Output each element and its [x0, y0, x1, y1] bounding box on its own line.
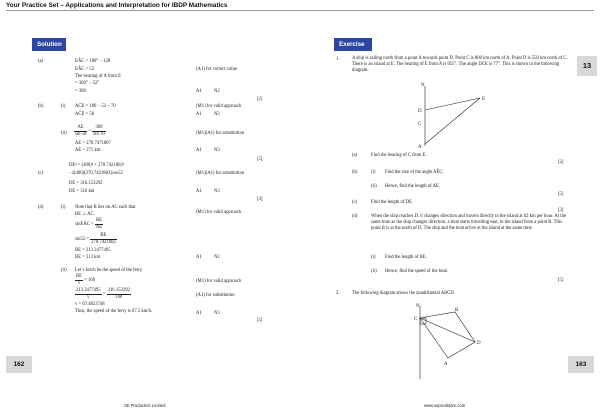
- part-d-i-line2: BE ⊥ AC.: [75, 212, 95, 217]
- part-a-mark2: (A1) for correct value: [196, 67, 237, 72]
- part-b-total: [5]: [257, 157, 263, 162]
- part-b-ii-equation: $\frac{AE}{\sin 58}$ = $\frac{300}{\sin 70}$: [75, 125, 105, 137]
- label-n: N: [416, 304, 420, 309]
- fraction: $\frac{AE}{\sin 58}$: [75, 125, 87, 137]
- q1-b-label: (b): [352, 170, 358, 175]
- part-d-ii-line2: $\frac{BE}{v}$ = 100: [76, 274, 96, 286]
- fraction: $\frac{BE}{AE}$: [95, 218, 103, 230]
- part-a-mark5a: A1: [196, 89, 202, 94]
- part-d-ii-mark3: (A1) for substitution: [196, 293, 235, 298]
- part-b-i-mark2b: N2: [214, 112, 220, 117]
- part-c-line1: DE² = (400)² + 270.7421802²: [69, 163, 125, 168]
- footer-right: www.seprodstore.com: [424, 403, 466, 408]
- fraction: $\frac{316.153292}{100}$: [107, 288, 130, 300]
- part-c-total: [3]: [257, 197, 263, 202]
- q1-diagram: [380, 80, 500, 150]
- q1-d-text: When the ship reaches D, it changes direction and travels directly to the island at 62 km per hour. At the same time as the ship changes direction, a boat starts travelling east, to the island from a point B. This point B is at the north of D. The ship and the boat arrive at the island at the same time.: [371, 214, 566, 232]
- q1-d-label: (d): [352, 214, 358, 219]
- q1-a-label: (a): [352, 153, 358, 158]
- part-b-ii-mark1: (M1)(A1) for substitution: [196, 131, 245, 136]
- part-d-ii-mark5a: A1: [196, 311, 202, 316]
- part-c-line4: DE = 316 km: [69, 189, 95, 194]
- q2-diagram: [400, 302, 510, 380]
- q1-d-i-text: Find the length of BE.: [385, 255, 427, 260]
- q1-number: 1.: [336, 57, 340, 62]
- q1-d-marks: [5]: [558, 278, 564, 283]
- q1-b-ii-label: (ii): [371, 184, 377, 189]
- part-a-label: (a): [38, 59, 44, 64]
- part-b-i-label: (i): [61, 104, 66, 109]
- running-header: Your Practice Set – Applications and Interpretation for IBDP Mathematics: [6, 2, 228, 9]
- part-c-line2: −2(400)(270.7421802)cos52: [69, 171, 123, 176]
- q1-text: A ship is sailing north from a point A towards point D. Point C is 800 km north of A. Point D is 550 km north of C. There is an island at E. The bearing of E from A is 055°. The angle DCE is 77°. This is shown in the following diagram.: [352, 56, 568, 74]
- q1-b-i-text: Find the size of the angle AÊC.: [385, 170, 444, 175]
- solution-tab: Solution: [32, 38, 66, 51]
- label-b: B: [455, 308, 459, 313]
- ae-line: [425, 98, 480, 144]
- part-a-mark5b: N2: [214, 89, 220, 94]
- quadrilateral-abcd: [420, 312, 475, 358]
- part-c-label: (c): [38, 171, 44, 176]
- part-c-mark4b: N3: [214, 189, 220, 194]
- ce-line: [425, 98, 480, 110]
- q1-b-ii-text: Hence, find the length of AE.: [385, 184, 441, 189]
- part-c-mark1: (M1)(A1) for substitution: [196, 171, 245, 176]
- q1-c-marks: [3]: [558, 208, 564, 213]
- part-d-ii-label: (ii): [61, 268, 67, 273]
- part-a-line3: The bearing of A from E: [75, 74, 121, 79]
- part-b-i-mark2a: A1: [196, 112, 202, 117]
- part-d-label: (d): [38, 205, 44, 210]
- part-a-line5: = 308: [75, 89, 86, 94]
- part-a-line1: EÂC = 180° − 128: [75, 59, 111, 64]
- page-number-left: 162: [6, 356, 32, 373]
- q1-b-marks: [5]: [558, 192, 564, 197]
- label-c: C: [414, 317, 418, 322]
- label-n: N: [421, 83, 425, 88]
- part-d-i-line5: BE = 213.3477495: [75, 248, 111, 253]
- part-b-ii-line3: AE = 271 km: [75, 148, 101, 153]
- footer-left: SE Production Limited: [124, 403, 166, 408]
- part-d-i-line3: sinEÂC = $\frac{BE}{AE}$: [75, 218, 103, 230]
- q2-text: The following diagram shows the quadrilateral ABCD.: [352, 291, 455, 296]
- part-b-i-line1: AĈE = 180 − 52 − 70: [75, 104, 116, 109]
- part-d-total: [5]: [257, 318, 263, 323]
- q1-c-label: (c): [352, 200, 358, 205]
- part-d-ii-line1: Let v km/h be the speed of the ferry.: [75, 268, 144, 273]
- label-d: D: [418, 109, 422, 114]
- label-d: D: [477, 341, 481, 346]
- part-d-i-line4: sin52 = $\frac{BE}{270.7421802}$: [75, 233, 116, 245]
- header-divider: [6, 10, 594, 11]
- part-d-i-mark6a: A1: [196, 255, 202, 260]
- part-b-ii-line2: AE = 270.7471807: [75, 141, 111, 146]
- part-d-ii-mark2: (M1) for valid approach: [196, 279, 242, 284]
- part-b-label: (b): [38, 104, 44, 109]
- exercise-tab: Exercise 46: [334, 38, 372, 51]
- fraction: $\frac{BE}{270.7421802}$: [91, 233, 116, 245]
- q1-b-i-label: (i): [371, 170, 376, 175]
- part-a-line4: = 360° − 52°: [75, 81, 100, 86]
- q1-d-ii-label: (ii): [371, 269, 377, 274]
- part-c-mark4a: A1: [196, 189, 202, 194]
- part-d-ii-mark5b: N3: [214, 311, 220, 316]
- q1-a-text: Find the bearing of C from E.: [371, 153, 427, 158]
- q1-c-text: Find the length of DE.: [371, 200, 414, 205]
- part-b-ii-mark3a: A1: [196, 148, 202, 153]
- part-d-i-mark1: (M1) for valid approach: [196, 210, 242, 215]
- part-b-i-mark1: (M1) for valid approach: [196, 104, 242, 109]
- fraction: $\frac{213.3477495}{v}$: [76, 288, 101, 300]
- q1-d-i-label: (i): [371, 255, 376, 260]
- part-c-line3: DE = 316.153292: [69, 181, 103, 186]
- part-d-i-label: (i): [61, 205, 66, 210]
- part-d-ii-line4: v = 67.4823748: [75, 302, 105, 307]
- part-b-ii-label: (ii): [61, 131, 67, 136]
- fraction: $\frac{BE}{v}$: [76, 274, 82, 286]
- q2-number: 2.: [336, 291, 340, 296]
- q1-a-marks: [2]: [558, 160, 564, 165]
- part-b-ii-mark3b: N3: [214, 148, 220, 153]
- part-d-i-line6: BE = 213 km: [75, 255, 101, 260]
- part-a-total: [2]: [257, 97, 263, 102]
- q1-d-ii-text: Hence, find the speed of the boat.: [385, 269, 448, 274]
- part-d-i-line1: Note that B lies on AC such that: [75, 205, 136, 210]
- part-b-i-line2: AĈE = 58: [75, 112, 95, 117]
- label-a: A: [444, 362, 448, 367]
- chapter-tab: 13: [577, 56, 597, 76]
- label-a: A: [418, 145, 422, 150]
- fraction: $\frac{300}{\sin 70}$: [93, 125, 105, 137]
- label-c: C: [418, 122, 422, 127]
- page-number-right: 163: [568, 356, 594, 373]
- label-e: E: [482, 97, 486, 102]
- part-a-line2: EÂC = 52: [75, 67, 95, 72]
- part-d-ii-line3: $\frac{213.3477495}{v}$ = $\frac{316.153292}{100}$: [76, 288, 130, 300]
- part-d-i-mark6b: N2: [214, 255, 220, 260]
- part-d-ii-line5: Thus, the speed of the ferry is 67.5 km/h.: [75, 309, 153, 314]
